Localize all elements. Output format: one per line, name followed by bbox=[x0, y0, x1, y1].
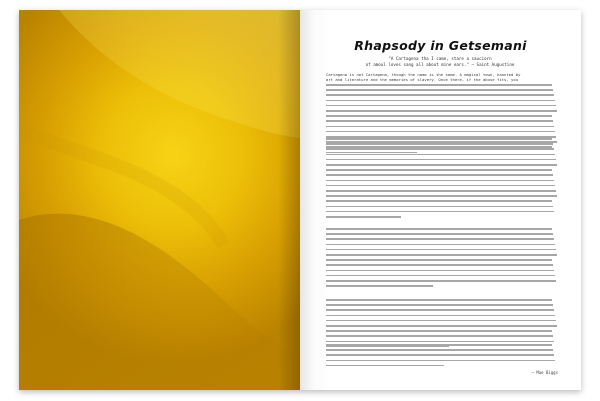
body-text-line bbox=[326, 249, 556, 251]
body-text-line bbox=[326, 270, 554, 272]
body-text-line bbox=[326, 341, 554, 343]
body-text-line bbox=[326, 200, 552, 202]
epigraph-line: "A Cartagena tha I came, stare a sauciorn bbox=[388, 56, 492, 61]
body-text-line bbox=[326, 174, 553, 176]
magazine-spread bbox=[19, 10, 581, 390]
body-text-line bbox=[326, 228, 552, 230]
epigraph-line: of amoul loves sang all about mine ears." — Saint Augustine bbox=[365, 61, 515, 67]
body-text-line bbox=[326, 344, 552, 346]
body-text-line bbox=[326, 325, 557, 327]
article-body-text bbox=[326, 10, 558, 390]
body-text-line bbox=[326, 195, 557, 197]
body-text-line bbox=[326, 148, 554, 150]
author-byline: — Mae Biggs bbox=[531, 370, 558, 375]
body-text-line bbox=[326, 330, 552, 332]
gutter-shadow bbox=[278, 10, 300, 390]
body-text-line bbox=[326, 254, 557, 256]
body-text-line bbox=[326, 190, 556, 192]
yellow-petal-photo bbox=[19, 10, 300, 390]
body-text-line bbox=[326, 206, 553, 208]
body-text-line bbox=[326, 180, 554, 182]
body-text-line bbox=[326, 100, 555, 102]
body-text-line bbox=[326, 169, 552, 171]
lead-line: Cartagena is not Cartagena, though the name is the same. A magical town, haunted by bbox=[326, 72, 521, 77]
body-text-line bbox=[326, 280, 556, 282]
body-text-line bbox=[326, 259, 552, 261]
body-text-line bbox=[326, 244, 555, 246]
body-text-line bbox=[326, 120, 553, 122]
body-text-line bbox=[326, 275, 555, 277]
body-text-line bbox=[326, 264, 553, 266]
body-text-line bbox=[326, 105, 556, 107]
body-text-line bbox=[326, 304, 553, 306]
body-text-line bbox=[326, 159, 556, 161]
article-page bbox=[300, 10, 581, 390]
body-text-line bbox=[326, 354, 554, 356]
body-text-line bbox=[326, 94, 554, 96]
body-text-line bbox=[326, 335, 553, 337]
body-text-line bbox=[326, 309, 554, 311]
body-text-line bbox=[326, 89, 553, 91]
body-text-line bbox=[326, 315, 555, 317]
photo-page bbox=[19, 10, 300, 390]
body-text-line bbox=[326, 164, 557, 166]
body-text-line bbox=[326, 238, 554, 240]
body-text-line bbox=[326, 138, 552, 140]
body-text-line bbox=[326, 285, 433, 287]
article-title: Rhapsody in Getsemani bbox=[354, 38, 527, 53]
body-text-line bbox=[326, 115, 552, 117]
body-text-line bbox=[326, 233, 553, 235]
body-text-line bbox=[326, 84, 552, 86]
body-text-line bbox=[326, 216, 401, 218]
body-text-line bbox=[326, 126, 554, 128]
body-text-line bbox=[326, 360, 555, 362]
body-text-line bbox=[326, 143, 553, 145]
body-text-line bbox=[326, 211, 554, 213]
body-text-line bbox=[326, 154, 555, 156]
body-text-line bbox=[326, 299, 552, 301]
body-text-line bbox=[326, 185, 555, 187]
body-text-line bbox=[326, 131, 555, 133]
body-text-line bbox=[326, 320, 556, 322]
body-text-line bbox=[326, 365, 444, 367]
body-text-line bbox=[326, 110, 557, 112]
body-text-line bbox=[326, 349, 553, 351]
body-text-line bbox=[326, 346, 449, 348]
lead-line: art and literature and the memories of slavery. Once there, if the abuse fits, you bbox=[326, 77, 519, 83]
